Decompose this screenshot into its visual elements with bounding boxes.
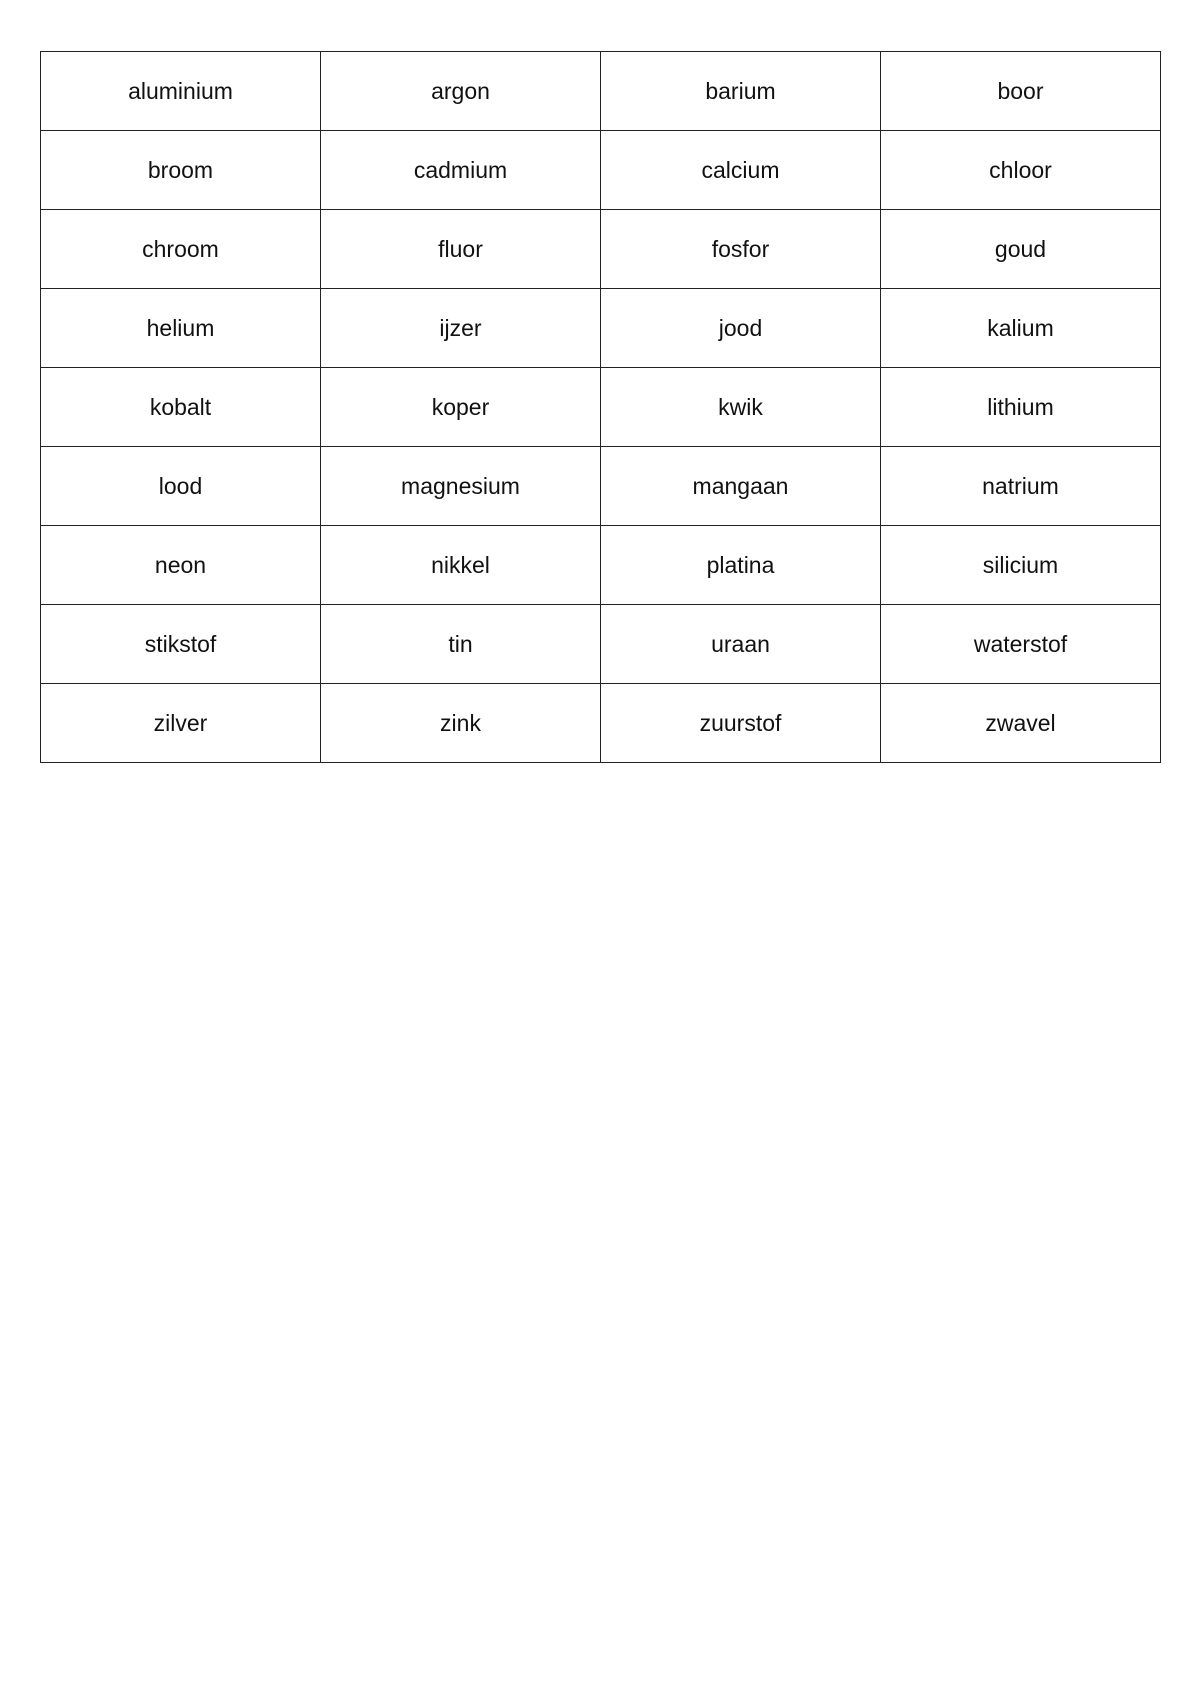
table-cell: stikstof	[41, 605, 321, 684]
table-cell: silicium	[881, 526, 1161, 605]
table-cell: zwavel	[881, 684, 1161, 763]
table-cell: ijzer	[321, 289, 601, 368]
table-row	[41, 131, 1161, 210]
table-cell: platina	[601, 526, 881, 605]
table-body	[41, 52, 1161, 763]
table-cell: zilver	[41, 684, 321, 763]
table-cell: neon	[41, 526, 321, 605]
table-cell: aluminium	[41, 52, 321, 131]
table-cell: kalium	[881, 289, 1161, 368]
table-cell: argon	[321, 52, 601, 131]
table-cell: zink	[321, 684, 601, 763]
table-cell: lood	[41, 447, 321, 526]
table-cell: uraan	[601, 605, 881, 684]
table-row	[41, 684, 1161, 763]
table-cell: calcium	[601, 131, 881, 210]
table-cell: waterstof	[881, 605, 1161, 684]
table-cell: kobalt	[41, 368, 321, 447]
table-cell: chloor	[881, 131, 1161, 210]
table-cell: boor	[881, 52, 1161, 131]
table-cell: chroom	[41, 210, 321, 289]
table-row	[41, 605, 1161, 684]
table-row	[41, 447, 1161, 526]
table-cell: tin	[321, 605, 601, 684]
table-cell: jood	[601, 289, 881, 368]
table-cell: magnesium	[321, 447, 601, 526]
table-cell: goud	[881, 210, 1161, 289]
table-row	[41, 52, 1161, 131]
table-cell: mangaan	[601, 447, 881, 526]
table-cell: natrium	[881, 447, 1161, 526]
table-cell: nikkel	[321, 526, 601, 605]
table-cell: fosfor	[601, 210, 881, 289]
table-cell: helium	[41, 289, 321, 368]
table-cell: lithium	[881, 368, 1161, 447]
table-cell: broom	[41, 131, 321, 210]
table-cell: kwik	[601, 368, 881, 447]
table-cell: cadmium	[321, 131, 601, 210]
element-names-table	[40, 51, 1161, 763]
table-cell: zuurstof	[601, 684, 881, 763]
table-cell: barium	[601, 52, 881, 131]
table-row	[41, 210, 1161, 289]
table-row	[41, 368, 1161, 447]
table-row	[41, 526, 1161, 605]
table-cell: koper	[321, 368, 601, 447]
table-cell: fluor	[321, 210, 601, 289]
table-row	[41, 289, 1161, 368]
